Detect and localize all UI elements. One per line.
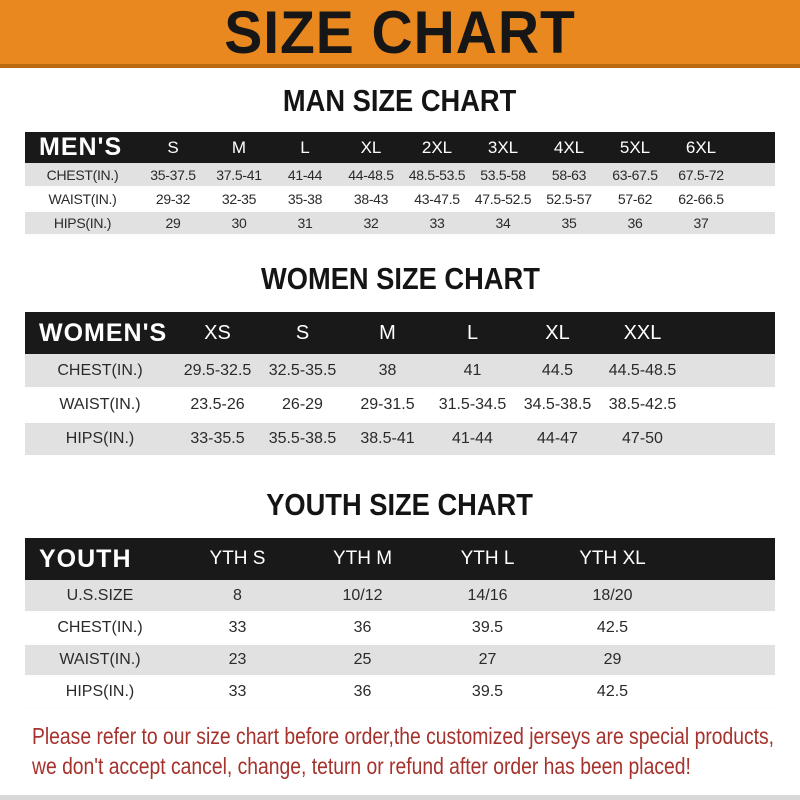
bottom-divider [0,795,800,800]
size-value: 36 [627,215,643,231]
size-value: 58-63 [551,166,587,183]
row-spacer [734,211,775,235]
size-group-label: YOUTH [25,538,175,580]
size-header-row [25,132,775,163]
row-spacer [675,644,775,676]
youth-size-table [25,538,775,709]
size-value: 34 [495,215,511,231]
size-column-header: 5XL [602,132,668,163]
measurement-row [25,388,775,422]
row-spacer [685,354,775,388]
size-value: 44-48.5 [348,166,394,183]
size-value: 29-31.5 [360,396,415,413]
size-value: 23.5-26 [190,396,245,413]
size-column-header: YTH M [300,538,425,580]
size-value: 39.5 [471,619,504,636]
size-value: 10/12 [342,586,383,604]
size-value: 53.5-58 [480,166,526,183]
measurement-row [25,644,775,676]
youth-section-heading [0,487,800,523]
size-value: 52.5-57 [546,191,592,207]
size-value: 35.5-38.5 [268,430,337,447]
header-spacer [685,312,775,354]
title-banner [0,0,800,68]
size-value: 29 [165,215,181,231]
women-size-table [25,312,775,457]
size-value: 39.5 [471,683,504,700]
row-spacer [685,388,775,422]
size-group-label: MEN'S [25,132,140,163]
size-value: 36 [353,619,372,636]
measurement-row [25,422,775,456]
size-column-header: 6XL [668,132,734,163]
size-value: 38 [378,361,397,379]
size-value: 62-66.5 [678,191,724,207]
size-header-row [25,312,775,354]
size-value: 37 [693,215,709,231]
measurement-label: WAIST(IN.) [48,191,117,207]
measurement-label: U.S.SIZE [66,586,134,604]
size-value: 33-35.5 [190,430,245,447]
size-value: 33 [228,683,247,700]
size-value: 41 [463,361,482,379]
size-value: 29 [603,651,622,668]
size-column-header: L [272,132,338,163]
size-value: 31.5-34.5 [438,396,507,413]
row-spacer [675,612,775,644]
size-value: 18/20 [592,586,633,604]
women-section-heading-text: WOMEN SIZE CHART [260,261,540,296]
size-value: 47-50 [622,430,663,447]
size-value: 26-29 [282,396,323,413]
size-column-header: YTH S [175,538,300,580]
size-value: 42.5 [596,683,629,700]
row-spacer [685,422,775,456]
size-column-header: XL [338,132,404,163]
header-spacer [734,132,775,163]
size-value: 44.5 [541,361,574,379]
size-column-header: M [345,312,430,354]
measurement-label: CHEST(IN.) [57,619,143,636]
size-column-header: YTH XL [550,538,675,580]
size-group-label: WOMEN'S [25,312,175,354]
notice-line-1: Please refer to our size chart before order,the customized jerseys are special products, [32,723,775,749]
size-value: 38.5-42.5 [608,396,677,413]
women-section-heading [0,261,800,297]
size-value: 42.5 [596,619,629,636]
size-column-header: S [260,312,345,354]
size-column-header: YTH L [425,538,550,580]
size-value: 25 [353,651,372,668]
size-value: 34.5-38.5 [523,396,592,413]
size-value: 44-47 [537,430,578,447]
measurement-label: CHEST(IN.) [57,361,143,379]
size-value: 37.5-41 [216,166,262,183]
size-value: 27 [478,651,497,668]
measurement-row [25,354,775,388]
measurement-row [25,187,775,211]
measurement-label: HIPS(IN.) [53,215,112,231]
row-spacer [734,187,775,211]
size-value: 31 [297,215,313,231]
size-value: 14/16 [467,586,508,604]
size-value: 33 [228,619,247,636]
size-value: 38.5-41 [360,430,415,447]
size-column-header: 2XL [404,132,470,163]
size-value: 36 [353,683,372,700]
size-column-header: 4XL [536,132,602,163]
measurement-label: WAIST(IN.) [59,651,141,668]
page-title: SIZE CHART [224,0,576,66]
row-spacer [675,580,775,612]
size-value: 43-47.5 [414,191,460,207]
size-value: 35 [561,215,577,231]
size-value: 35-37.5 [150,166,196,183]
measurement-label: CHEST(IN.) [46,166,119,183]
size-column-header: S [140,132,206,163]
size-value: 44.5-48.5 [608,361,677,379]
row-spacer [675,676,775,708]
measurement-row [25,163,775,187]
size-value: 67.5-72 [678,166,724,183]
size-value: 41-44 [287,166,323,183]
size-column-header: XXL [600,312,685,354]
measurement-row [25,580,775,612]
size-value: 35-38 [287,191,323,207]
women-size-section [0,261,800,457]
header-spacer [675,538,775,580]
size-value: 57-62 [617,191,653,207]
man-section-heading [0,83,800,119]
row-spacer [734,163,775,187]
measurement-row [25,612,775,644]
men-size-table [25,132,775,236]
size-value: 47.5-52.5 [474,191,532,207]
measurement-label: WAIST(IN.) [59,396,141,413]
youth-size-section [0,487,800,709]
measurement-row [25,676,775,708]
notice-line-2: we don't accept cancel, change, teturn or refund after order has been placed! [32,753,691,779]
size-value: 48.5-53.5 [408,166,466,183]
order-notice [32,721,800,781]
measurement-row [25,211,775,235]
measurement-label: HIPS(IN.) [65,683,135,700]
size-value: 23 [228,651,247,668]
size-value: 32-35 [221,191,257,207]
size-value: 33 [429,215,445,231]
size-column-header: M [206,132,272,163]
size-value: 63-67.5 [612,166,658,183]
size-value: 32.5-35.5 [268,361,337,379]
size-column-header: L [430,312,515,354]
size-header-row [25,538,775,580]
man-section-heading-text: MAN SIZE CHART [283,83,517,118]
man-size-section [0,83,800,236]
size-column-header: XL [515,312,600,354]
size-value: 30 [231,215,247,231]
size-value: 38-43 [353,191,389,207]
size-column-header: 3XL [470,132,536,163]
youth-section-heading-text: YOUTH SIZE CHART [266,487,534,522]
size-value: 8 [233,586,242,604]
size-value: 29-32 [155,191,191,207]
size-column-header: XS [175,312,260,354]
size-value: 41-44 [452,430,493,447]
size-value: 29.5-32.5 [183,361,252,379]
size-value: 32 [363,215,379,231]
measurement-label: HIPS(IN.) [65,430,135,447]
